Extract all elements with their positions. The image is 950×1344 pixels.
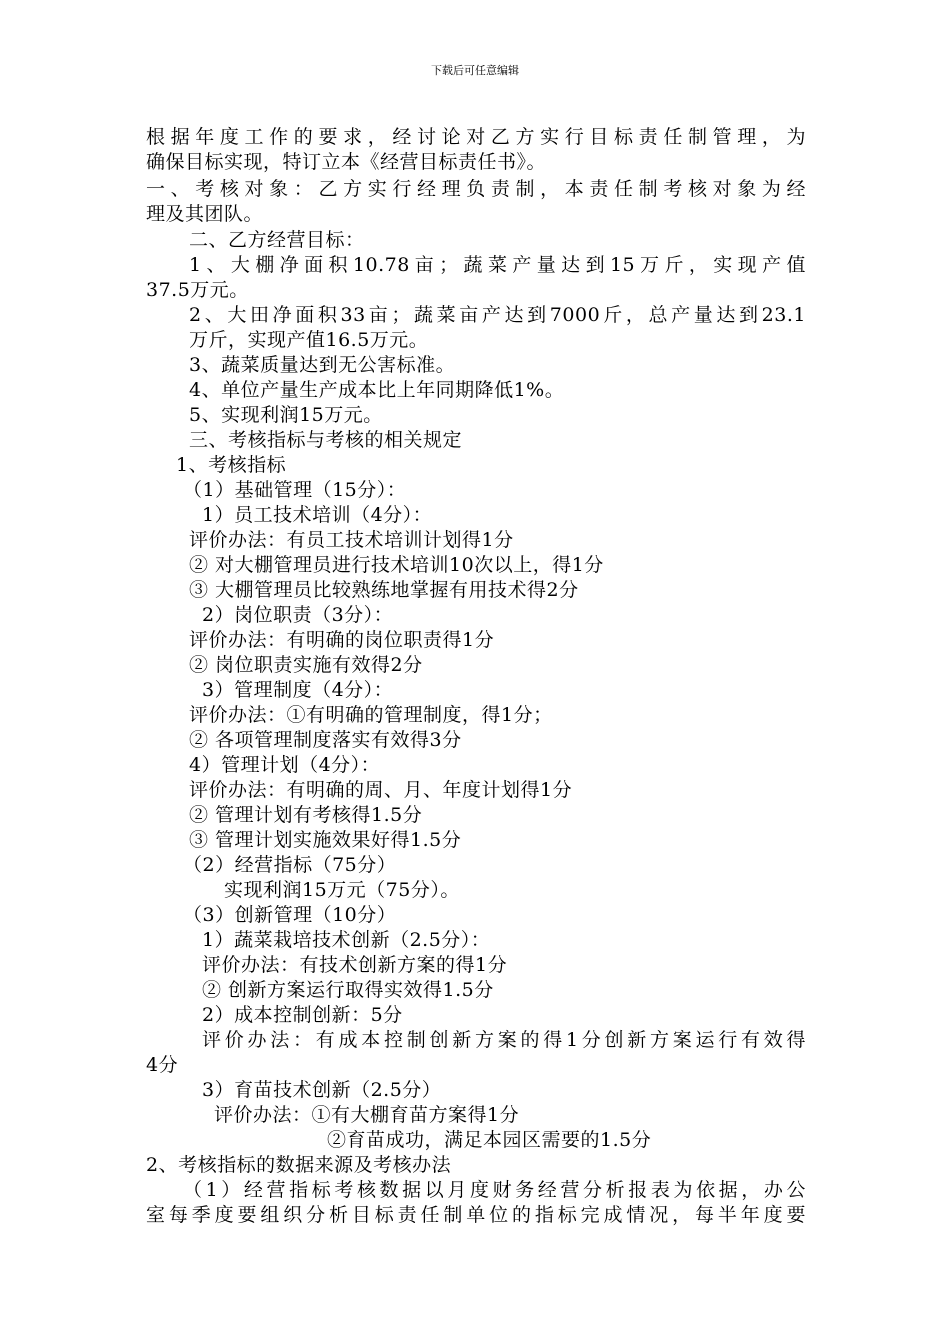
body-line: （3）创新管理（10分） [183, 904, 397, 926]
body-line: 评价办法：①有明确的管理制度，得1分； [189, 704, 553, 726]
body-line: ② 对大棚管理员进行技术培训10次以上，得1分 [189, 554, 604, 576]
body-line: ② 创新方案运行取得实效得1.5分 [202, 979, 494, 1001]
body-line: 2）岗位职责（3分）： [202, 604, 394, 626]
body-line: 评价办法：有员工技术培训计划得1分 [189, 529, 514, 551]
body-line: 3）育苗技术创新（2.5分） [202, 1079, 442, 1101]
body-line: 万斤，实现产值16.5万元。 [189, 329, 429, 351]
body-line: 一、考核对象：乙方实行经理负责制，本责任制考核对象为经 [146, 178, 806, 200]
body-line: ② 各项管理制度落实有效得3分 [189, 729, 462, 751]
body-line: ③ 管理计划实施效果好得1.5分 [189, 829, 462, 851]
body-line: 1）员工技术培训（4分）： [202, 504, 433, 526]
body-line: 二、乙方经营目标： [189, 229, 365, 251]
page-header: 下载后可任意编辑 [431, 64, 519, 77]
body-line: （2）经营指标（75分） [183, 854, 397, 876]
body-line: 1、考核指标 [176, 454, 287, 476]
body-line: 实现利润15万元（75分）。 [224, 879, 460, 901]
body-line: 1）蔬菜栽培技术创新（2.5分）： [202, 929, 491, 951]
body-line: 评价办法：有明确的岗位职责得1分 [189, 629, 495, 651]
body-line: 3）管理制度（4分）： [202, 679, 394, 701]
body-line: 根据年度工作的要求，经讨论对乙方实行目标责任制管理，为 [146, 126, 806, 148]
body-line: ③ 大棚管理员比较熟练地掌握有用技术得2分 [189, 579, 579, 601]
body-line: 确保目标实现，特订立本《经营目标责任书》。 [146, 151, 547, 173]
body-line: 评价办法：有明确的周、月、年度计划得1分 [189, 779, 573, 801]
body-line: ② 岗位职责实施有效得2分 [189, 654, 423, 676]
body-line: 4、单位产量生产成本比上年同期降低1%。 [189, 379, 565, 401]
body-line: ② 管理计划有考核得1.5分 [189, 804, 423, 826]
body-line: 2、大田净面积33亩；蔬菜亩产达到7000斤，总产量达到23.1 [189, 304, 806, 326]
body-line: 评价办法：①有大棚育苗方案得1分 [214, 1104, 520, 1126]
body-line: 评价办法：有技术创新方案的得1分 [202, 954, 508, 976]
body-line: 评价办法：有成本控制创新方案的得1分创新方案运行有效得 [202, 1029, 806, 1051]
body-line: 4分 [146, 1054, 179, 1076]
body-line: 三、考核指标与考核的相关规定 [189, 429, 463, 451]
body-line: 3、蔬菜质量达到无公害标准。 [189, 354, 456, 376]
body-line: 5、实现利润15万元。 [189, 404, 383, 426]
body-line: 2）成本控制创新：5分 [202, 1004, 403, 1026]
body-line: （1）经营指标考核数据以月度财务经营分析报表为依据，办公 [183, 1179, 806, 1201]
body-line: 室每季度要组织分析目标责任制单位的指标完成情况，每半年度要 [146, 1204, 806, 1226]
body-line: （1）基础管理（15分）： [183, 479, 407, 501]
body-line: 37.5万元。 [146, 279, 249, 301]
body-line: 理及其团队。 [146, 203, 264, 225]
body-line: 4）管理计划（4分）： [189, 754, 381, 776]
body-line: ②育苗成功，满足本园区需要的1.5分 [327, 1129, 652, 1151]
body-line: 2、考核指标的数据来源及考核办法 [146, 1154, 452, 1176]
body-line: 1、大棚净面积10.78亩；蔬菜产量达到15万斤，实现产值 [189, 254, 806, 276]
